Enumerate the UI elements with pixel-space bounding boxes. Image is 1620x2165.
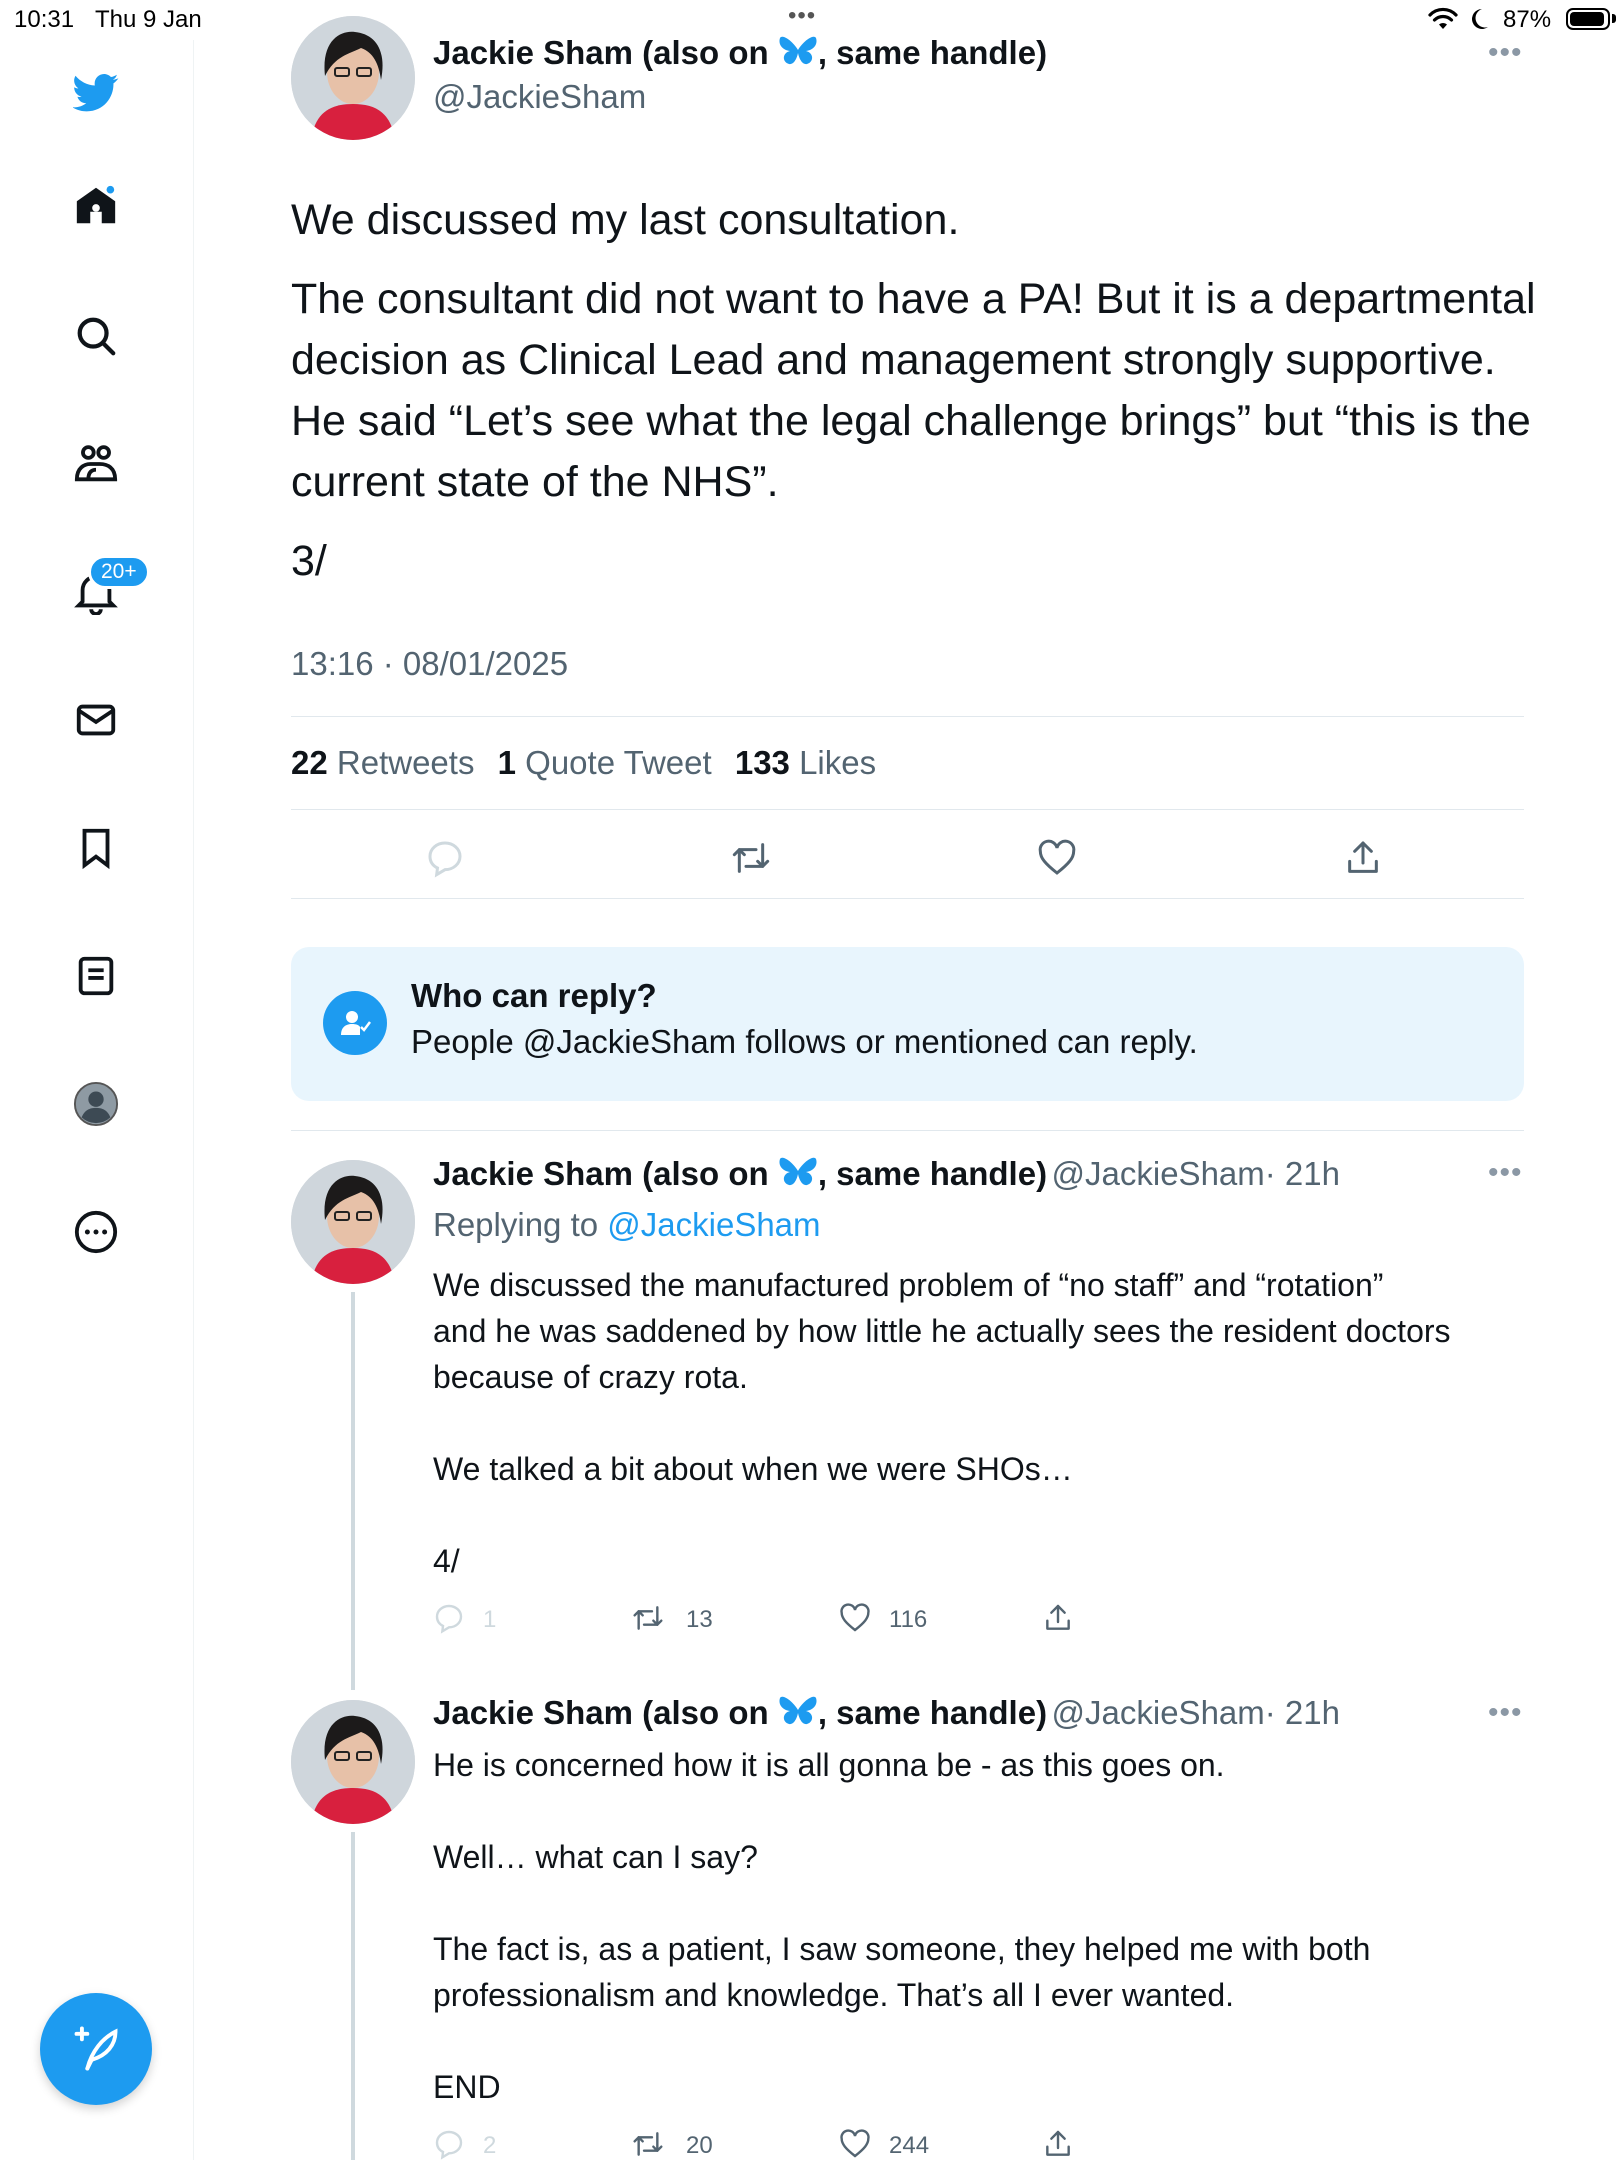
like-count: 244 — [889, 2132, 930, 2159]
reply-text: We discussed the manufactured problem of “no staff” and “rotation” and he was saddened by how little he actually sees the resident doctors because of crazy rota. We talked a bit about when we were SHOs… 4/ — [433, 1267, 1451, 1579]
author-avatar[interactable] — [291, 16, 415, 140]
like-count: 116 — [889, 1606, 928, 1633]
retweet-icon — [731, 838, 771, 878]
reply-author-name[interactable]: Jackie Sham (also on , same handle) — [433, 1694, 1048, 1731]
compose-feather-icon — [70, 2023, 122, 2075]
heart-icon — [1037, 838, 1077, 878]
reply-header — [433, 1694, 1340, 1732]
tweet-text-line: We discussed my last consultation. — [291, 196, 960, 244]
author-handle[interactable]: @JackieSham — [433, 78, 647, 115]
who-can-reply-title: Who can reply? — [411, 977, 657, 1014]
reply-count: 2 — [483, 2132, 497, 2159]
reply-button[interactable] — [425, 838, 465, 883]
sidebar — [0, 40, 194, 2160]
who-can-reply-text: People @JackieSham follows or mentioned can reply. — [411, 1023, 1198, 1060]
divider — [291, 716, 1524, 717]
author-name[interactable]: Jackie Sham (also on , same handle) — [433, 34, 1048, 71]
reply-author-avatar[interactable] — [291, 1700, 415, 1824]
heart-icon — [839, 2128, 871, 2160]
share-icon — [1042, 2128, 1074, 2160]
more-options-icon[interactable] — [72, 1208, 120, 1256]
retweet-button[interactable] — [731, 838, 771, 883]
thread-connector-line — [351, 1292, 355, 1690]
reply-icon — [425, 838, 465, 878]
home-icon[interactable] — [72, 182, 120, 230]
tweet-stats — [291, 744, 876, 782]
reply-time[interactable]: · 21h — [1264, 1155, 1340, 1192]
divider — [291, 809, 1524, 810]
moon-icon — [1468, 7, 1490, 31]
heart-icon — [839, 1602, 871, 1634]
like-button[interactable] — [1037, 838, 1077, 883]
reply-time[interactable]: · 21h — [1264, 1694, 1340, 1731]
notifications-badge: 20+ — [88, 555, 150, 589]
retweet-icon — [632, 1602, 664, 1634]
tweet-timestamp[interactable]: 13:16 · 08/01/2025 — [291, 645, 569, 682]
reply-like-button[interactable] — [839, 2128, 930, 2165]
reply-more-icon[interactable]: ••• — [1488, 1156, 1523, 1189]
lists-icon[interactable] — [72, 952, 120, 1000]
tweet-text-paragraph: The consultant did not want to have a PA! But it is a departmental decision as Clinical Lead and management strongly supportive. He said “Let’s see what the legal challenge brings” but “this is the current state of the NHS”. — [291, 275, 1536, 506]
reply-icon — [433, 2128, 465, 2160]
quote-tweets-stat[interactable]: 1 Quote Tweet — [497, 744, 712, 781]
reply-reply-button[interactable] — [433, 2128, 497, 2165]
reply-icon — [433, 1602, 465, 1634]
retweet-count: 20 — [686, 2132, 713, 2159]
reply-author-handle[interactable]: @JackieSham — [1051, 1694, 1265, 1731]
reply-retweet-button[interactable] — [632, 1602, 713, 1639]
reply-author-name[interactable]: Jackie Sham (also on , same handle) — [433, 1155, 1048, 1192]
search-icon[interactable] — [72, 312, 120, 360]
battery-icon — [1566, 8, 1610, 30]
reply-like-button[interactable] — [839, 1602, 928, 1639]
bluesky-butterfly-icon — [778, 1155, 818, 1189]
twitter-logo-icon[interactable] — [72, 68, 120, 116]
reply-author-handle[interactable]: @JackieSham — [1051, 1155, 1265, 1192]
reply-author-avatar[interactable] — [291, 1160, 415, 1284]
replying-to: Replying to @JackieSham — [433, 1206, 821, 1243]
bluesky-butterfly-icon — [778, 34, 818, 68]
share-icon — [1343, 838, 1383, 878]
reply-text: He is concerned how it is all gonna be - as this goes on. Well… what can I say? The fact is, as a patient, I saw someone, they helped me with both professionalism and knowledge. That’s all I ever wanted. END — [433, 1747, 1371, 2105]
reply-more-icon[interactable]: ••• — [1488, 1696, 1523, 1729]
who-can-reply-box — [291, 947, 1524, 1101]
retweets-stat[interactable]: 22 Retweets — [291, 744, 475, 781]
multitasking-dots[interactable]: ••• — [788, 2, 817, 29]
status-date: Thu 9 Jan — [95, 6, 202, 33]
messages-mail-icon[interactable] — [72, 696, 120, 744]
share-icon — [1042, 1602, 1074, 1634]
retweet-icon — [632, 2128, 664, 2160]
divider — [291, 898, 1524, 899]
divider — [291, 1130, 1524, 1131]
reply-reply-button[interactable] — [433, 1602, 497, 1639]
tweet-more-icon[interactable]: ••• — [1488, 36, 1523, 69]
bookmarks-icon[interactable] — [72, 824, 120, 872]
profile-avatar-icon[interactable] — [72, 1080, 120, 1128]
reply-share-button[interactable] — [1042, 2128, 1074, 2165]
mention-person-icon — [323, 991, 387, 1055]
thread-connector-line — [351, 1832, 355, 2160]
replying-to-link[interactable]: @JackieSham — [607, 1206, 821, 1243]
reply-retweet-button[interactable] — [632, 2128, 713, 2165]
tweet-thread-number: 3/ — [291, 537, 327, 585]
share-button[interactable] — [1343, 838, 1383, 883]
wifi-icon — [1428, 6, 1458, 32]
battery-percent: 87% — [1503, 6, 1552, 33]
reply-share-button[interactable] — [1042, 1602, 1074, 1639]
communities-icon[interactable] — [72, 440, 120, 488]
reply-count: 1 — [483, 1606, 497, 1633]
status-time: 10:31 — [14, 6, 75, 33]
likes-stat[interactable]: 133 Likes — [734, 744, 877, 781]
bluesky-butterfly-icon — [778, 1694, 818, 1728]
compose-tweet-button[interactable] — [40, 1993, 152, 2105]
retweet-count: 13 — [686, 1606, 713, 1633]
reply-header — [433, 1155, 1340, 1193]
